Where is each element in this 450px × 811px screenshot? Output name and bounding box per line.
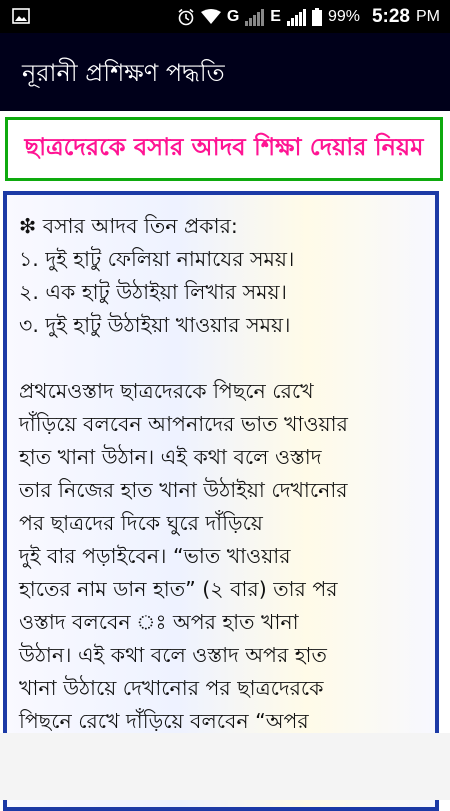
signal-strength-icon [245,8,264,26]
section-heading-banner [5,117,443,181]
content-text [19,210,429,771]
instruction-paragraph: প্রথমেওস্তাদ ছাত্রদেরকে পিছনে রেখে দাঁড়িয়ে বলবেন আপনাদের ভাত খাওয়ার হাত খানা উঠান। এই কথা বলে ওস্তাদ তার নিজের হাত খানা উঠাইয়া দেখানোর পর ছাত্রদের দিকে ঘুরে দাঁড়িয়ে দুই বার পড়াইবেন। “ভাত খাওয়ার হাতের নাম ডান হাত” (২ বার) তার পর ওস্তাদ বলবেন ঃ অপর হাত খানা উঠান। এই কথা বলে ওস্তাদ অপর হাত খানা উঠায়ে দেখানোর পর ছাত্রদেরকে পিছনে রেখে দাঁড়িয়ে বলবেন “অপর [19,379,348,733]
status-icons [177,0,440,33]
battery-percent: 99% [327,7,360,25]
clock-ampm: PM [416,7,440,25]
image-icon [12,8,30,24]
battery-icon [312,8,322,26]
app-title: নূরানী প্রশিক্ষণ পদ্ধতি [22,59,225,87]
network-type-label-2: E [270,7,281,25]
network-type-label: G [226,7,240,25]
clock-time: 5:28 [371,5,410,27]
alarm-icon [177,8,195,26]
wifi-icon [201,9,221,25]
section-heading: ছাত্রদেরকে বসার আদব শিক্ষা দেয়ার নিয়ম [24,133,424,161]
signal-strength-icon-2 [287,8,306,26]
status-bar [0,0,450,33]
content-card[interactable] [3,191,439,811]
bottom-blank-area [0,733,450,800]
paragraph-spacer [19,342,429,375]
app-bar [0,33,450,111]
sitting-etiquette-list: ❇ বসার আদব তিন প্রকার: ১. দুই হাটু ফেলিয়া নামাযের সময়। ২. এক হাটু উঠাইয়া লিখার সময়। ৩. দুই হাটু উঠাইয়া খাওয়ার সময়। [19,214,295,337]
